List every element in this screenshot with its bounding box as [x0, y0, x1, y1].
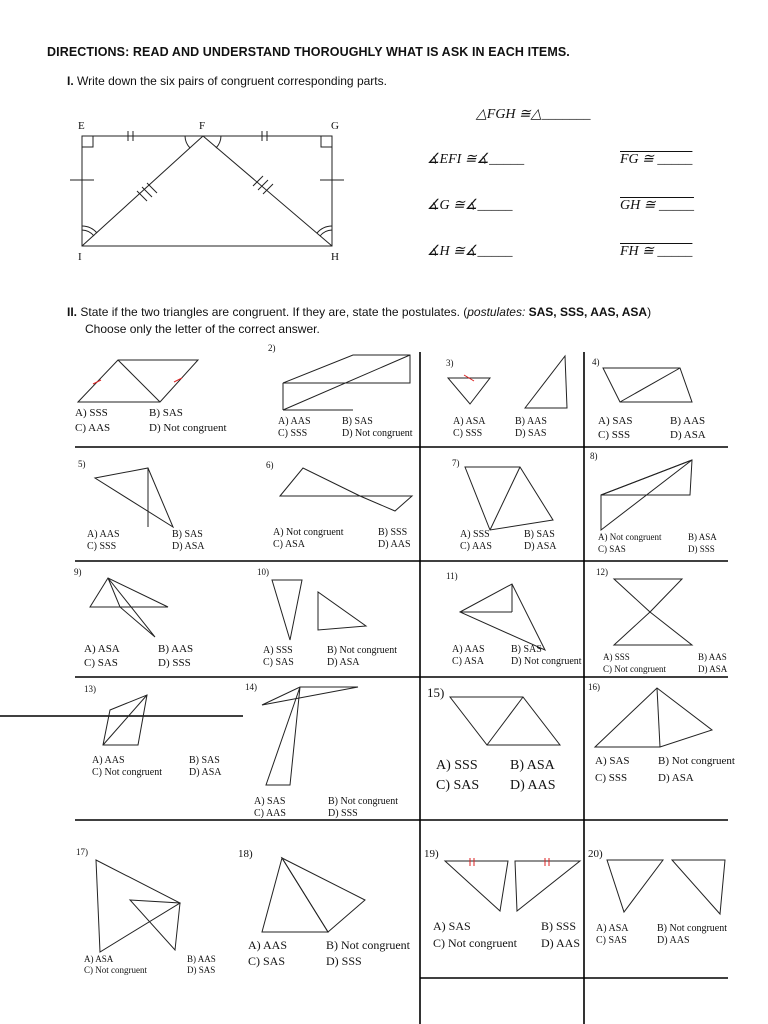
choice-18b: B) Not congruent [326, 938, 410, 952]
part1-label: I. [67, 74, 74, 88]
choice-8b: B) ASA [688, 532, 717, 542]
item-5-choices [87, 529, 205, 553]
item-number-10: 10) [257, 567, 269, 577]
choice-12b: B) AAS [698, 652, 727, 662]
choice-4d: D) ASA [670, 429, 706, 441]
choice-3d: D) SAS [515, 428, 547, 439]
part2-close: ) [647, 305, 652, 319]
choice-1a: A) SSS [75, 407, 108, 419]
item-number-19: 19) [424, 848, 439, 860]
statement-triangle: △FGH ≅△_______ [476, 107, 591, 122]
item-17-choices [84, 954, 216, 976]
choice-15d: D) AAS [510, 778, 556, 793]
item-1-choices [75, 406, 227, 436]
choice-16d: D) ASA [658, 772, 694, 784]
item-10-choices [263, 645, 397, 669]
choice-14d: D) SSS [328, 808, 358, 819]
choice-5c: C) SSS [87, 541, 117, 552]
item-number-16: 16) [588, 682, 600, 692]
item-number-8: 8) [590, 451, 598, 461]
directions-heading: DIRECTIONS: READ AND UNDERSTAND THOROUGHLY WHAT IS ASK IN EACH ITEMS. [47, 45, 570, 59]
choice-11a: A) AAS [452, 644, 485, 655]
choice-7c: C) AAS [460, 541, 492, 552]
label-h: H [331, 251, 339, 263]
choice-1d: D) Not congruent [149, 422, 227, 434]
choice-14a: A) SAS [254, 796, 286, 807]
statement-seg-fh: FH ≅ _____ [620, 244, 693, 259]
item-8-choices [598, 531, 717, 555]
choice-11b: B) SAS [511, 644, 542, 655]
choice-14c: C) AAS [254, 808, 286, 819]
choice-9a: A) ASA [84, 643, 120, 655]
part2-text: State if the two triangles are congruent. If they are, state the postulates. ( [80, 305, 468, 319]
choice-2b: B) SAS [342, 416, 373, 427]
item-number-4: 4) [592, 357, 600, 367]
choice-17a: A) ASA [84, 954, 114, 964]
choice-10c: C) SAS [263, 657, 294, 668]
item-number-3: 3) [446, 358, 454, 368]
choice-7b: B) SAS [524, 529, 555, 540]
choice-15c: C) SAS [436, 778, 480, 793]
choice-1b: B) SAS [149, 407, 183, 419]
choice-20b: B) Not congruent [657, 923, 727, 934]
choice-3c: C) SSS [453, 428, 483, 439]
choice-2c: C) SSS [278, 428, 308, 439]
item-14-choices [254, 796, 398, 820]
item-4-choices [598, 414, 706, 442]
choice-8d: D) SSS [688, 544, 715, 554]
item-20-choices [596, 923, 727, 947]
item-number-2: 2) [268, 343, 276, 353]
choice-8a: A) Not congruent [598, 532, 662, 542]
choice-6b: B) SSS [378, 527, 408, 538]
item-number-14: 14) [245, 682, 257, 692]
item-number-15: 15) [427, 685, 445, 700]
choice-7a: A) SSS [460, 529, 490, 540]
choice-16c: C) SSS [595, 772, 628, 784]
item-7-choices [460, 529, 557, 553]
postulates-word: postulates: [467, 305, 526, 319]
item-16-choices [595, 753, 735, 787]
item-number-9: 9) [74, 567, 82, 577]
choice-13d: D) ASA [189, 767, 222, 778]
choice-20c: C) SAS [596, 935, 627, 946]
choice-4b: B) AAS [670, 415, 706, 427]
item-19-choices [433, 918, 580, 952]
choice-6a: A) Not congruent [273, 527, 344, 538]
choice-18a: A) AAS [248, 938, 288, 952]
choice-1c: C) AAS [75, 422, 111, 434]
choice-11d: D) Not congruent [511, 656, 582, 667]
item-11-choices [452, 644, 582, 668]
item-13-choices [92, 755, 222, 779]
item-number-18: 18) [238, 848, 253, 860]
choice-18c: C) SAS [248, 954, 286, 968]
statement-angle-h: ∡H ≅∡_____ [427, 244, 513, 259]
item-12-choices [603, 651, 727, 675]
label-f: F [199, 120, 206, 132]
item-number-6: 6) [266, 460, 274, 470]
choice-19d: D) AAS [541, 936, 581, 950]
choice-3b: B) AAS [515, 416, 547, 427]
choice-19c: C) Not congruent [433, 936, 517, 950]
statement-angle-g: ∡G ≅∡_____ [427, 198, 513, 213]
label-i: I [78, 251, 82, 263]
choice-12d: D) ASA [698, 664, 728, 674]
choice-11c: C) ASA [452, 656, 484, 667]
choice-5a: A) AAS [87, 529, 120, 540]
item-18-choices [248, 937, 410, 969]
choice-13a: A) AAS [92, 755, 125, 766]
item-number-12: 12) [596, 567, 608, 577]
choice-13b: B) SAS [189, 755, 220, 766]
choice-16a: A) SAS [595, 755, 630, 767]
item-number-7: 7) [452, 458, 460, 468]
part2-label: II. [67, 305, 78, 319]
choice-19a: A) SAS [433, 919, 471, 933]
statement-angle-efi: ∡EFI ≅∡_____ [427, 152, 525, 167]
item-number-13: 13) [84, 684, 96, 694]
choice-18d: D) SSS [326, 954, 362, 968]
choice-8c: C) SAS [598, 544, 626, 554]
choice-4c: C) SSS [598, 429, 631, 441]
choice-9c: C) SAS [84, 657, 118, 669]
choice-5d: D) ASA [172, 541, 205, 552]
statement-seg-gh: GH ≅ _____ [620, 198, 694, 213]
choice-12c: C) Not congruent [603, 664, 666, 674]
choice-17b: B) AAS [187, 954, 216, 964]
item-6-choices [273, 527, 411, 551]
part1-text: Write down the six pairs of congruent corresponding parts. [77, 74, 387, 88]
item-2-choices [278, 416, 413, 440]
part2-instruction-b: Choose only the letter of the correct answer. [85, 322, 320, 336]
choice-3a: A) ASA [453, 416, 486, 427]
choice-12a: A) SSS [603, 652, 630, 662]
choice-4a: A) SAS [598, 415, 633, 427]
item-15-choices [436, 756, 556, 796]
choice-19b: B) SSS [541, 919, 577, 933]
choice-10a: A) SSS [263, 645, 293, 656]
choice-17c: C) Not congruent [84, 965, 147, 975]
label-g: G [331, 120, 339, 132]
choice-16b: B) Not congruent [658, 755, 735, 767]
choice-6c: C) ASA [273, 539, 305, 550]
choice-10b: B) Not congruent [327, 645, 397, 656]
choice-2d: D) Not congruent [342, 428, 413, 439]
item-number-17: 17) [76, 847, 88, 857]
choice-13c: C) Not congruent [92, 767, 162, 778]
choice-5b: B) SAS [172, 529, 203, 540]
choice-7d: D) ASA [524, 541, 557, 552]
choice-10d: D) ASA [327, 657, 360, 668]
choice-15a: A) SSS [436, 758, 478, 773]
choice-20a: A) ASA [596, 923, 629, 934]
choice-2a: A) AAS [278, 416, 311, 427]
choice-20d: D) AAS [657, 935, 690, 946]
choice-6d: D) AAS [378, 539, 411, 550]
postulates-list: SAS, SSS, AAS, ASA [525, 305, 648, 319]
statement-seg-fg: FG ≅ _____ [620, 152, 693, 167]
choice-17d: D) SAS [187, 965, 216, 975]
choice-9d: D) SSS [158, 657, 191, 669]
item-number-11: 11) [446, 571, 458, 581]
choice-9b: B) AAS [158, 643, 194, 655]
item-number-20: 20) [588, 848, 603, 860]
label-e: E [78, 120, 85, 132]
item-3-choices [453, 416, 547, 440]
choice-15b: B) ASA [510, 758, 555, 773]
item-9-choices [84, 642, 193, 670]
choice-14b: B) Not congruent [328, 796, 398, 807]
item-number-5: 5) [78, 459, 86, 469]
